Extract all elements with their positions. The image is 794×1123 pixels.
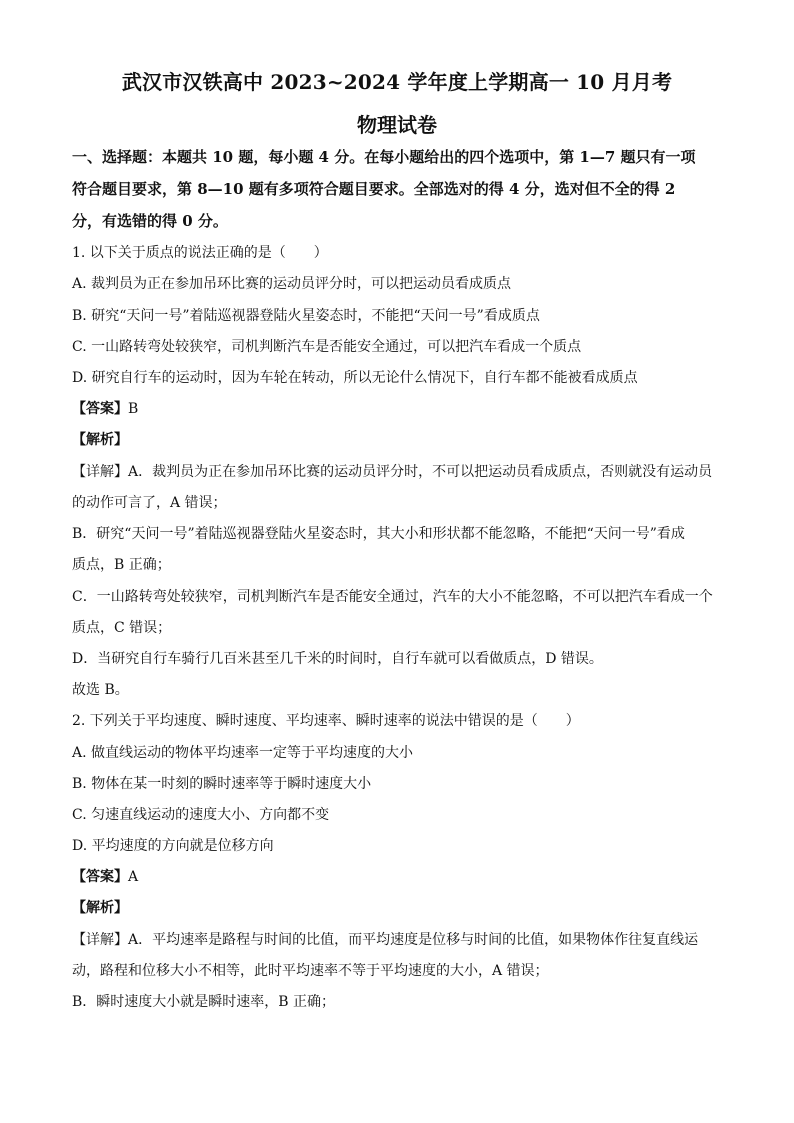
question-2-stem: 2. 下列关于平均速度、瞬时速度、平均速率、瞬时速率的说法中错误的是（ ）: [72, 713, 580, 729]
question-1-analysis-label: [72, 433, 128, 447]
question-2-option-d: D. 平均速度的方向就是位移方向: [72, 838, 274, 854]
question-1-detail-line-5: C．一山路转弯处较狭窄，司机判断汽车是否能安全通过，汽车的大小不能忽略，不可以把汽车看成一个: [72, 589, 713, 605]
question-2-detail-line-1: 【详解】A．平均速率是路程与时间的比值，而平均速度是位移与时间的比值，如果物体作往复直线运: [72, 932, 699, 948]
question-2-option-a: A. 做直线运动的物体平均速率一定等于平均速度的大小: [72, 745, 414, 761]
answer-value: B: [128, 401, 139, 417]
answer-label: 【答案】: [72, 401, 128, 417]
exam-title: 武汉市汉铁高中 2023~2024 学年度上学期高一 10 月月考: [121, 70, 673, 94]
question-1-option-d: D. 研究自行车的运动时，因为车轮在转动，所以无论什么情况下，自行车都不能被看成质点: [72, 370, 638, 386]
section-instructions-line-3: 分，有选错的得 0 分。: [72, 212, 228, 230]
question-1-detail-line-7: D．当研究自行车骑行几百米甚至几千米的时间时，自行车就可以看做质点，D 错误。: [72, 651, 603, 667]
exam-subtitle: 物理试卷: [357, 113, 437, 137]
answer-label: 【答案】: [72, 869, 128, 885]
section-instructions-line-2: 符合题目要求，第 8—10 题有多项符合题目要求。全部选对的得 4 分，选对但不全的得 2: [72, 180, 676, 198]
question-1-option-b: B. 研究“天问一号”着陆巡视器登陆火星姿态时，不能把“天问一号”看成质点: [72, 308, 540, 324]
question-1-option-c: C. 一山路转弯处较狭窄，司机判断汽车是否能安全通过，可以把汽车看成一个质点: [72, 339, 582, 355]
question-1-detail-line-3: B．研究“天问一号”着陆巡视器登陆火星姿态时，其大小和形状都不能忽略，不能把“天问一号”看成: [72, 526, 685, 542]
answer-value: A: [128, 869, 139, 885]
question-1-stem: 1. 以下关于质点的说法正确的是（ ）: [72, 245, 328, 261]
question-2-analysis-label: [72, 901, 128, 915]
question-1-option-a: A. 裁判员为正在参加吊环比赛的运动员评分时，可以把运动员看成质点: [72, 276, 512, 292]
question-1-detail-line-1: 【详解】A．裁判员为正在参加吊环比赛的运动员评分时，不可以把运动员看成质点，否则就没有运动员: [72, 464, 713, 480]
question-1-detail-line-6: 质点，C 错误；: [72, 620, 172, 636]
question-2-detail-line-3: B．瞬时速度大小就是瞬时速率，B 正确；: [72, 994, 336, 1010]
question-2-answer: [72, 870, 138, 884]
question-2-option-b: B. 物体在某一时刻的瞬时速率等于瞬时速度大小: [72, 776, 372, 792]
question-1-detail-line-8: 故选 B。: [72, 682, 129, 698]
question-2-detail-line-2: 动，路程和位移大小不相等，此时平均速率不等于平均速度的大小，A 错误；: [72, 963, 549, 979]
analysis-label: 【解析】: [72, 900, 128, 916]
analysis-label: 【解析】: [72, 432, 128, 448]
question-1-detail-line-4: 质点，B 正确；: [72, 557, 171, 573]
section-instructions-line-1: 一、选择题：本题共 10 题，每小题 4 分。在每小题给出的四个选项中，第 1—7 题只有一项: [72, 148, 696, 166]
question-1-answer: [72, 402, 138, 416]
question-1-detail-line-2: 的动作可言了，A 错误；: [72, 495, 227, 511]
question-2-option-c: C. 匀速直线运动的速度大小、方向都不变: [72, 807, 330, 823]
